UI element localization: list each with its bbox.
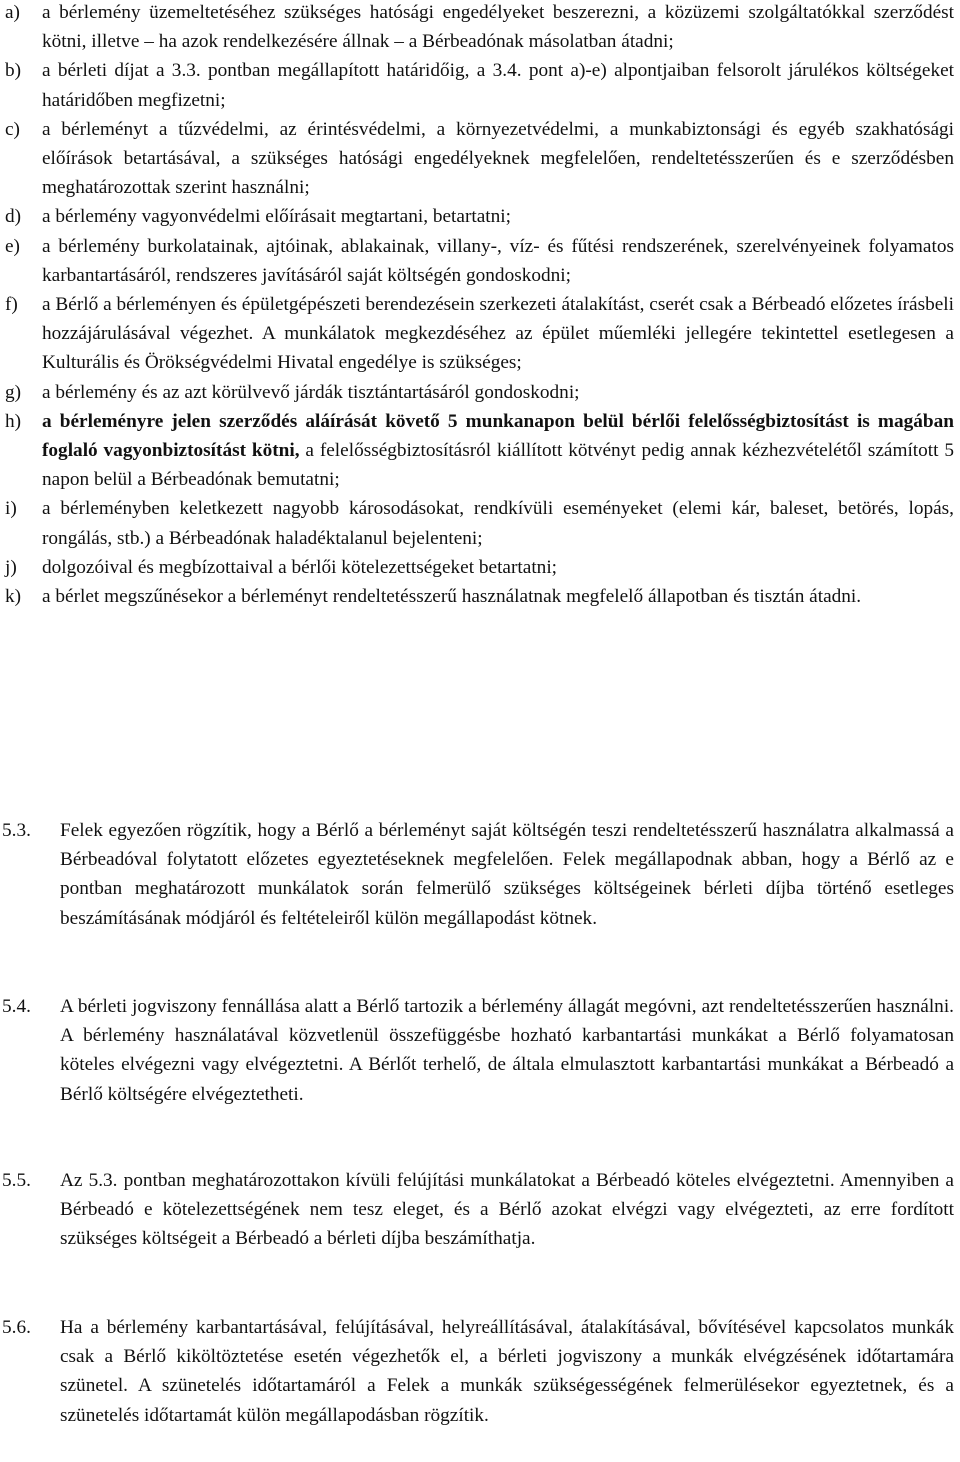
list-item-rest-text: a felelősségbiztosításról kiállított kötvényt pedig annak kézhezvételétől számított 5 napon belül a Bérbeadónak bemutatni; bbox=[42, 440, 955, 491]
section-text: Felek egyezően rögzítik, hogy a Bérlő a bérleményt saját költségén teszi rendeltetésszerű használatra alkalmassá a Bérbeadóval folytatott előzetes egyeztetéseknek megfelelően. Felek megállapodnak abban, hogy a Bérlő az e pontban meghatározott munkálatok során felmerülő szükséges költségeinek bérleti díjba történő esetleges beszámításának módjáról és feltételeiről külön megállapodást kötnek. bbox=[60, 820, 954, 929]
list-item-text bbox=[42, 407, 960, 495]
list-item-e bbox=[0, 232, 960, 290]
list-item-label: h) bbox=[5, 410, 22, 432]
section-5-5 bbox=[0, 1166, 960, 1254]
section-text: Az 5.3. pontban meghatározottakon kívüli felújítási munkálatokat a Bérbeadó köteles elvégeztetni. Amennyiben a Bérbeadó e kötelezettségének nem tesz eleget, és a Bérlő azokat elvégzi vagy elvégezteti, az erre fordított szükséges költségeit a Bérbeadó a bérleti díjba beszámíthatja. bbox=[60, 1170, 954, 1250]
list-item-label: j) bbox=[5, 556, 17, 578]
list-item-text: a bérlet megszűnésekor a bérleményt rendeltetésszerű használatnak megfelelő állapotban és tisztán átadni. bbox=[42, 586, 862, 608]
list-item-text: a bérlemény burkolatainak, ajtóinak, ablakainak, villany-, víz- és fűtési rendszerének, szerelvényeinek folyamatos karbantartásáról, rendszeres javításáról saját költségén gondoskodni; bbox=[42, 235, 954, 286]
list-item-text: a bérleti díjat a 3.3. pontban megállapított határidőig, a 3.4. pont a)-e) alpontjaiban felsorolt járulékos költségeket határidőben megfizetni; bbox=[42, 60, 954, 111]
list-item-label: f) bbox=[5, 294, 18, 316]
list-item-f bbox=[0, 290, 960, 378]
section-text: A bérleti jogviszony fennállása alatt a Bérlő tartozik a bérlemény állagát megóvni, azt rendeltetésszerűen használni. A bérlemény használatával közvetlenül összefüggésbe hozható karbantartási munkákat a Bérlő folyamatosan köteles elvégezni vagy elvégeztetni. A Bérlőt terhelő, de általa elmulasztott karbantartási munkákat a Bérbeadó a Bérlő költségére elvégeztetheti. bbox=[60, 996, 954, 1105]
list-item-label: c) bbox=[5, 118, 20, 140]
list-item-b bbox=[0, 56, 960, 114]
list-item-j bbox=[0, 553, 960, 582]
list-item-bold-text: a bérleményre jelen szerződés aláírását követő 5 munkanapon belül bérlői felelősségbiztosítást is magában foglaló vagyonbiztosítást kötni, bbox=[42, 410, 954, 462]
list-item-label: i) bbox=[5, 498, 17, 520]
obligations-list bbox=[0, 0, 960, 611]
list-item-h bbox=[0, 407, 960, 495]
list-item-text: dolgozóival és megbízottaival a bérlői kötelezettségeket betartatni; bbox=[42, 556, 558, 578]
list-item-text: a bérleményben keletkezett nagyobb károsodásokat, rendkívüli eseményeket (elemi kár, baleset, betörés, lopás, rongálás, stb.) a Bérbeadónak haladéktalanul bejelenteni; bbox=[42, 498, 954, 549]
section-5-4 bbox=[0, 992, 960, 1109]
list-item-text: a bérlemény és az azt körülvevő járdák tisztántartásáról gondoskodni; bbox=[42, 381, 580, 403]
list-item-label: b) bbox=[5, 60, 22, 82]
list-item-c bbox=[0, 115, 960, 203]
list-item-text: a bérleményt a tűzvédelmi, az érintésvédelmi, a környezetvédelmi, a munkabiztonsági és egyéb szakhatósági előírások betartásával, a szükséges hatósági engedélyeknek megfelelően, rendeltetésszerűen és e szerződésben meghatározottak szerint használni; bbox=[42, 118, 954, 199]
list-item-text: a bérlemény vagyonvédelmi előírásait megtartani, betartatni; bbox=[42, 206, 511, 228]
list-item-label: a) bbox=[5, 2, 20, 23]
section-5-3 bbox=[0, 816, 960, 933]
list-item-i bbox=[0, 494, 960, 552]
section-number: 5.6. bbox=[2, 1317, 31, 1338]
list-item-d bbox=[0, 202, 960, 231]
list-item-g bbox=[0, 378, 960, 407]
list-item-text: a Bérlő a bérleményen és épületgépészeti berendezésein szerkezeti átalakítást, cserét csak a Bérbeadó előzetes írásbeli hozzájárulásával végezhet. A munkálatok megkezdéséhez az épület műemléki jellegére tekintettel esetlegesen a Kulturális és Örökségvédelmi Hivatal engedélye is szükséges; bbox=[42, 294, 954, 374]
section-number: 5.3. bbox=[2, 820, 31, 841]
section-text: Ha a bérlemény karbantartásával, felújításával, helyreállításával, átalakításával, bővítésével kapcsolatos munkák csak a Bérlő kiköltöztetése esetén végezhetők el, a bérleti jogviszony a munkák elvégzésének időtartamára szünetel. A szünetelés időtartamáról a Felek a munkák szükségességének felmerülésekor egyeztetnek, és a szünetelés időtartamát külön megállapodásban rögzítik. bbox=[60, 1317, 954, 1426]
list-item-label: d) bbox=[5, 206, 22, 228]
list-item-label: g) bbox=[5, 381, 22, 403]
list-item-k bbox=[0, 582, 960, 611]
section-5-6 bbox=[0, 1313, 960, 1430]
list-item-label: e) bbox=[5, 235, 20, 257]
list-item-label: k) bbox=[5, 586, 22, 608]
list-item-text: a bérlemény üzemeltetéséhez szükséges hatósági engedélyeket beszerezni, a közüzemi szolgáltatókkal szerződést kötni, illetve – ha azok rendelkezésére állnak – a Bérbeadónak másolatban átadni; bbox=[42, 2, 954, 53]
list-item-a bbox=[0, 0, 960, 56]
section-number: 5.4. bbox=[2, 996, 31, 1017]
section-number: 5.5. bbox=[2, 1170, 31, 1191]
